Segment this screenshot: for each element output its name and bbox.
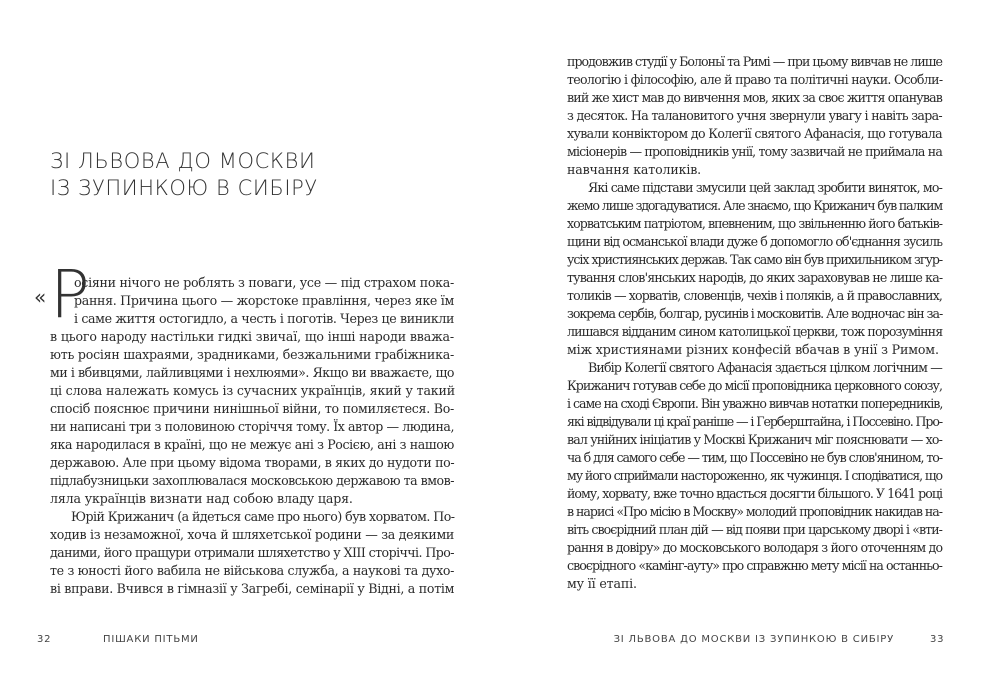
text-line: в цього народу настільки гидкі звичаї, що інші народи вважа- <box>50 329 454 344</box>
right-page <box>496 0 991 683</box>
running-head: ЗІ ЛЬВОВА ДО МОСКВИ ІЗ ЗУПИНКОЮ В СИБІРУ <box>613 634 894 645</box>
text-line: місіонерів — проповідників унії, тому зазвичай не приймала на <box>567 144 943 159</box>
text-line: рання в довіру» до московського володаря з його оточенням до <box>567 540 943 555</box>
text-line: му його сприймали настороженно, як чужинця. І сподіватися, що <box>567 468 942 483</box>
text-line: і саме на сході Європи. Він уважно вивчав нотатки попередників, <box>567 396 943 411</box>
text-line: і саме життя остогидло, а честь і поготів. Через це виникли <box>74 311 454 326</box>
text-line: державою. Але при цьому відома творами, в яких до нудоти по- <box>50 455 455 470</box>
text-line: даними, його пращури отримали шляхетство у XIII сторіччі. Про- <box>50 545 454 560</box>
text-line: рання. Причина цього — жорстоке правління, через яке їм <box>74 293 454 308</box>
text-line: віть своєрідний план дій — від появи при царському дворі і «вти- <box>567 522 942 537</box>
chapter-title-line: ЗІ ЛЬВОВА ДО МОСКВИ <box>50 149 316 173</box>
text-line: навчання католиків. <box>567 162 702 177</box>
text-line: йому, хорвату, вже точно вдасться досягти більшого. У 1641 році <box>567 486 942 501</box>
text-line: зокрема сербів, болгар, русинів і московитів. Але водночас він за- <box>567 306 943 321</box>
text-line: лишався відданим сином католицької церкви, тож порозуміння <box>567 324 943 339</box>
text-line: Вибір Колегії святого Афанасія здається цілком логічним — <box>588 360 942 375</box>
text-line: Крижанич готував себе до місії проповідника церковного союзу, <box>567 378 942 393</box>
text-line: ві вправи. Вчився в гімназії у Загребі, семінарії у Відні, а потім <box>50 581 455 596</box>
page-number: 33 <box>930 634 945 645</box>
text-line: ча б для самого себе — тим, що Поссевіно не був слов'янином, то- <box>567 450 942 465</box>
text-line: між християнами різних конфесій вбачав в унії з Римом. <box>567 342 939 357</box>
text-line: своєрідного «камінг-ауту» про справжню мету місії на останньо- <box>567 558 942 573</box>
text-line: Які саме підстави змусили цей заклад зробити виняток, мо- <box>588 180 942 195</box>
opening-quote-mark: « <box>34 285 47 309</box>
text-line: ють росіян шахраями, зрадниками, безжальними грабіжника- <box>50 347 454 362</box>
text-line: ми і вбивцями, лайливцями і нехлюями». Якщо ви вважаєте, що <box>50 365 454 380</box>
page-number: 32 <box>37 634 52 645</box>
drop-cap: Р <box>50 256 90 333</box>
text-line: жемо лише здогадуватися. Але знаємо, що Крижанич був палким <box>567 198 942 213</box>
chapter-title <box>50 148 318 202</box>
text-line: з десяток. На талановитого учня звернули увагу і навіть зара- <box>567 108 942 123</box>
text-line: усіх християнських держав. Так само він був прихильником згур- <box>567 252 943 267</box>
text-line: спосіб пояснює причини нинішньої війни, то помиляєтеся. Во- <box>50 401 454 416</box>
text-line: яка народилася в країні, що не межує ані з Росією, ані з нашою <box>50 437 454 452</box>
text-line: ці слова належать комусь із сучасних українців, який у такий <box>50 383 456 398</box>
running-head: ПІШАКИ ПІТЬМИ <box>103 634 199 645</box>
text-line: ляла українців визнати над собою владу царя. <box>50 491 353 506</box>
text-line: Юрій Крижанич (а йдеться саме про нього) був хорватом. По- <box>71 509 455 524</box>
text-line: тування слов'янських народів, до яких зараховував не лише ка- <box>567 270 943 285</box>
left-page <box>0 0 495 683</box>
text-line: теологію і філософію, але й право та політичні науки. Особли- <box>567 72 943 87</box>
text-line: ни написані три з половиною сторіччя тому. Їх автор — людина, <box>50 419 454 434</box>
text-line: вал унійних ініціатив у Москві Крижанич міг пояснювати — хо- <box>567 432 942 447</box>
text-line: му її етапі. <box>567 576 637 591</box>
text-line: те з юності його вабила не військова служба, а наукові та духо- <box>50 563 454 578</box>
text-line: щини від османської влади дуже б допомогло об'єднання зусиль <box>567 234 942 249</box>
chapter-title-line: ІЗ ЗУПИНКОЮ В СИБІРУ <box>50 176 318 200</box>
text-line: хорватським патріотом, впевненим, що звільненню його батьків- <box>567 216 942 231</box>
text-line: які відвідували ці краї раніше — і Герберштайна, і Поссевіно. Про- <box>567 414 943 429</box>
text-line: осіяни нічого не роблять з поваги, усе — під страхом пока- <box>74 275 454 290</box>
body-text <box>567 53 942 593</box>
text-line: хували конвіктором до Колегії святого Афанасія, що готувала <box>567 126 942 141</box>
text-line: ходив із незаможної, хоча й шляхетської родини — за деякими <box>50 527 454 542</box>
text-line: в нарисі «Про місію в Москву» молодий проповідник накидав на- <box>567 504 943 519</box>
text-line: вий же хист мав до вивчення мов, яких за своє життя опанував <box>567 90 943 105</box>
text-line: продовжив студії у Болоньї та Римі — при цьому вивчав не лише <box>567 54 943 69</box>
body-text <box>50 274 454 598</box>
text-line: толиків — хорватів, словенців, чехів і поляків, а й православних, <box>567 288 943 303</box>
text-line: підлабузницьки захоплювалася московською державою та вмов- <box>50 473 454 488</box>
